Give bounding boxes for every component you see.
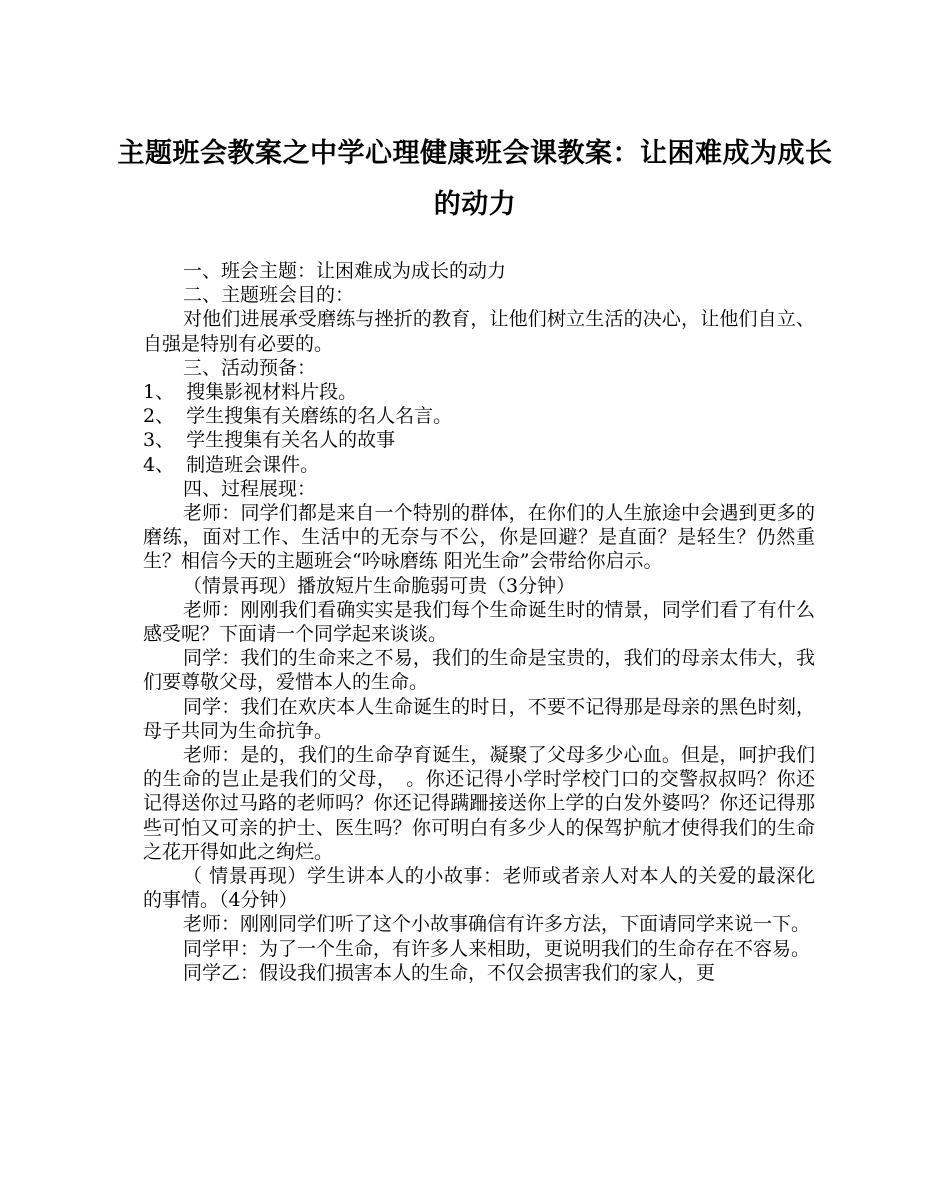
list-item: 4、 制造班会课件。 — [143, 453, 320, 476]
section-heading-preparation: 三、活动预备： — [183, 356, 317, 379]
paragraph: 同学：我们在欢庆本人生命诞生的时日，不要不记得那是母亲的黑色时刻，母子共同为生命抗争。 — [143, 695, 815, 742]
paragraph: 同学乙：假设我们损害本人的生命，不仅会损害我们的家人，更 — [183, 961, 716, 984]
document-title: 主题班会教案之中学心理健康班会课教案：让困难成为成长的动力 — [117, 138, 833, 220]
document-body — [143, 259, 815, 985]
paragraph: 老师：刚刚同学们听了这个小故事确信有许多方法，下面请同学来说一下。 — [183, 913, 811, 936]
list-item: 1、 搜集影视材料片段。 — [143, 381, 358, 404]
paragraph: 同学甲：为了一个生命，有许多人来相助，更说明我们的生命存在不容易。 — [183, 937, 811, 960]
paragraph: 老师：同学们都是来自一个特别的群体，在你们的人生旅途中会遇到更多的磨练，面对工作、生活中的无奈与不公，你是回避？是直面？是轻生？仍然重生？相信今天的主题班会“吟咏磨练 阳光生命”会带给你启示。 — [143, 502, 815, 573]
paragraph: （ 情景再现）学生讲本人的小故事：老师或者亲人对本人的关爱的最深化的事情。（4分钟） — [143, 865, 815, 912]
section-heading-process: 四、过程展现： — [183, 477, 317, 500]
section-heading-purpose: 二、主题班会目的： — [183, 284, 355, 307]
list-item: 3、 学生搜集有关名人的故事 — [143, 429, 396, 452]
section-heading-theme: 一、班会主题：让困难成为成长的动力 — [183, 260, 507, 282]
paragraph: 同学：我们的生命来之不易，我们的生命是宝贵的，我们的母亲太伟大，我们要尊敬父母，爱惜本人的生命。 — [143, 647, 815, 694]
paragraph: （情景再现）播放短片生命脆弱可贵（3分钟） — [183, 574, 576, 597]
paragraph: 老师：刚刚我们看确实实是我们每个生命诞生时的情景，同学们看了有什么感受呢？下面请一个同学起来谈谈。 — [143, 598, 815, 646]
paragraph: 对他们进展承受磨练与挫折的教育，让他们树立生活的决心，让他们自立、自强是特别有必要的。 — [143, 308, 815, 355]
list-item: 2、 学生搜集有关磨练的名人名言。 — [143, 405, 453, 428]
paragraph: 老师：是的，我们的生命孕育诞生，凝聚了父母多少心血。但是，呵护我们的生命的岂止是我们的父母， 。你还记得小学时学校门口的交警叔叔吗？你还记得送你过马路的老师吗？你还记得蹒跚接送你上学的白发外婆吗？你还记得那些可怕又可亲的护士、医生吗？你可明白有多少人的保驾护航才使得我们的生命之花开得如此之绚烂。 — [143, 744, 815, 863]
